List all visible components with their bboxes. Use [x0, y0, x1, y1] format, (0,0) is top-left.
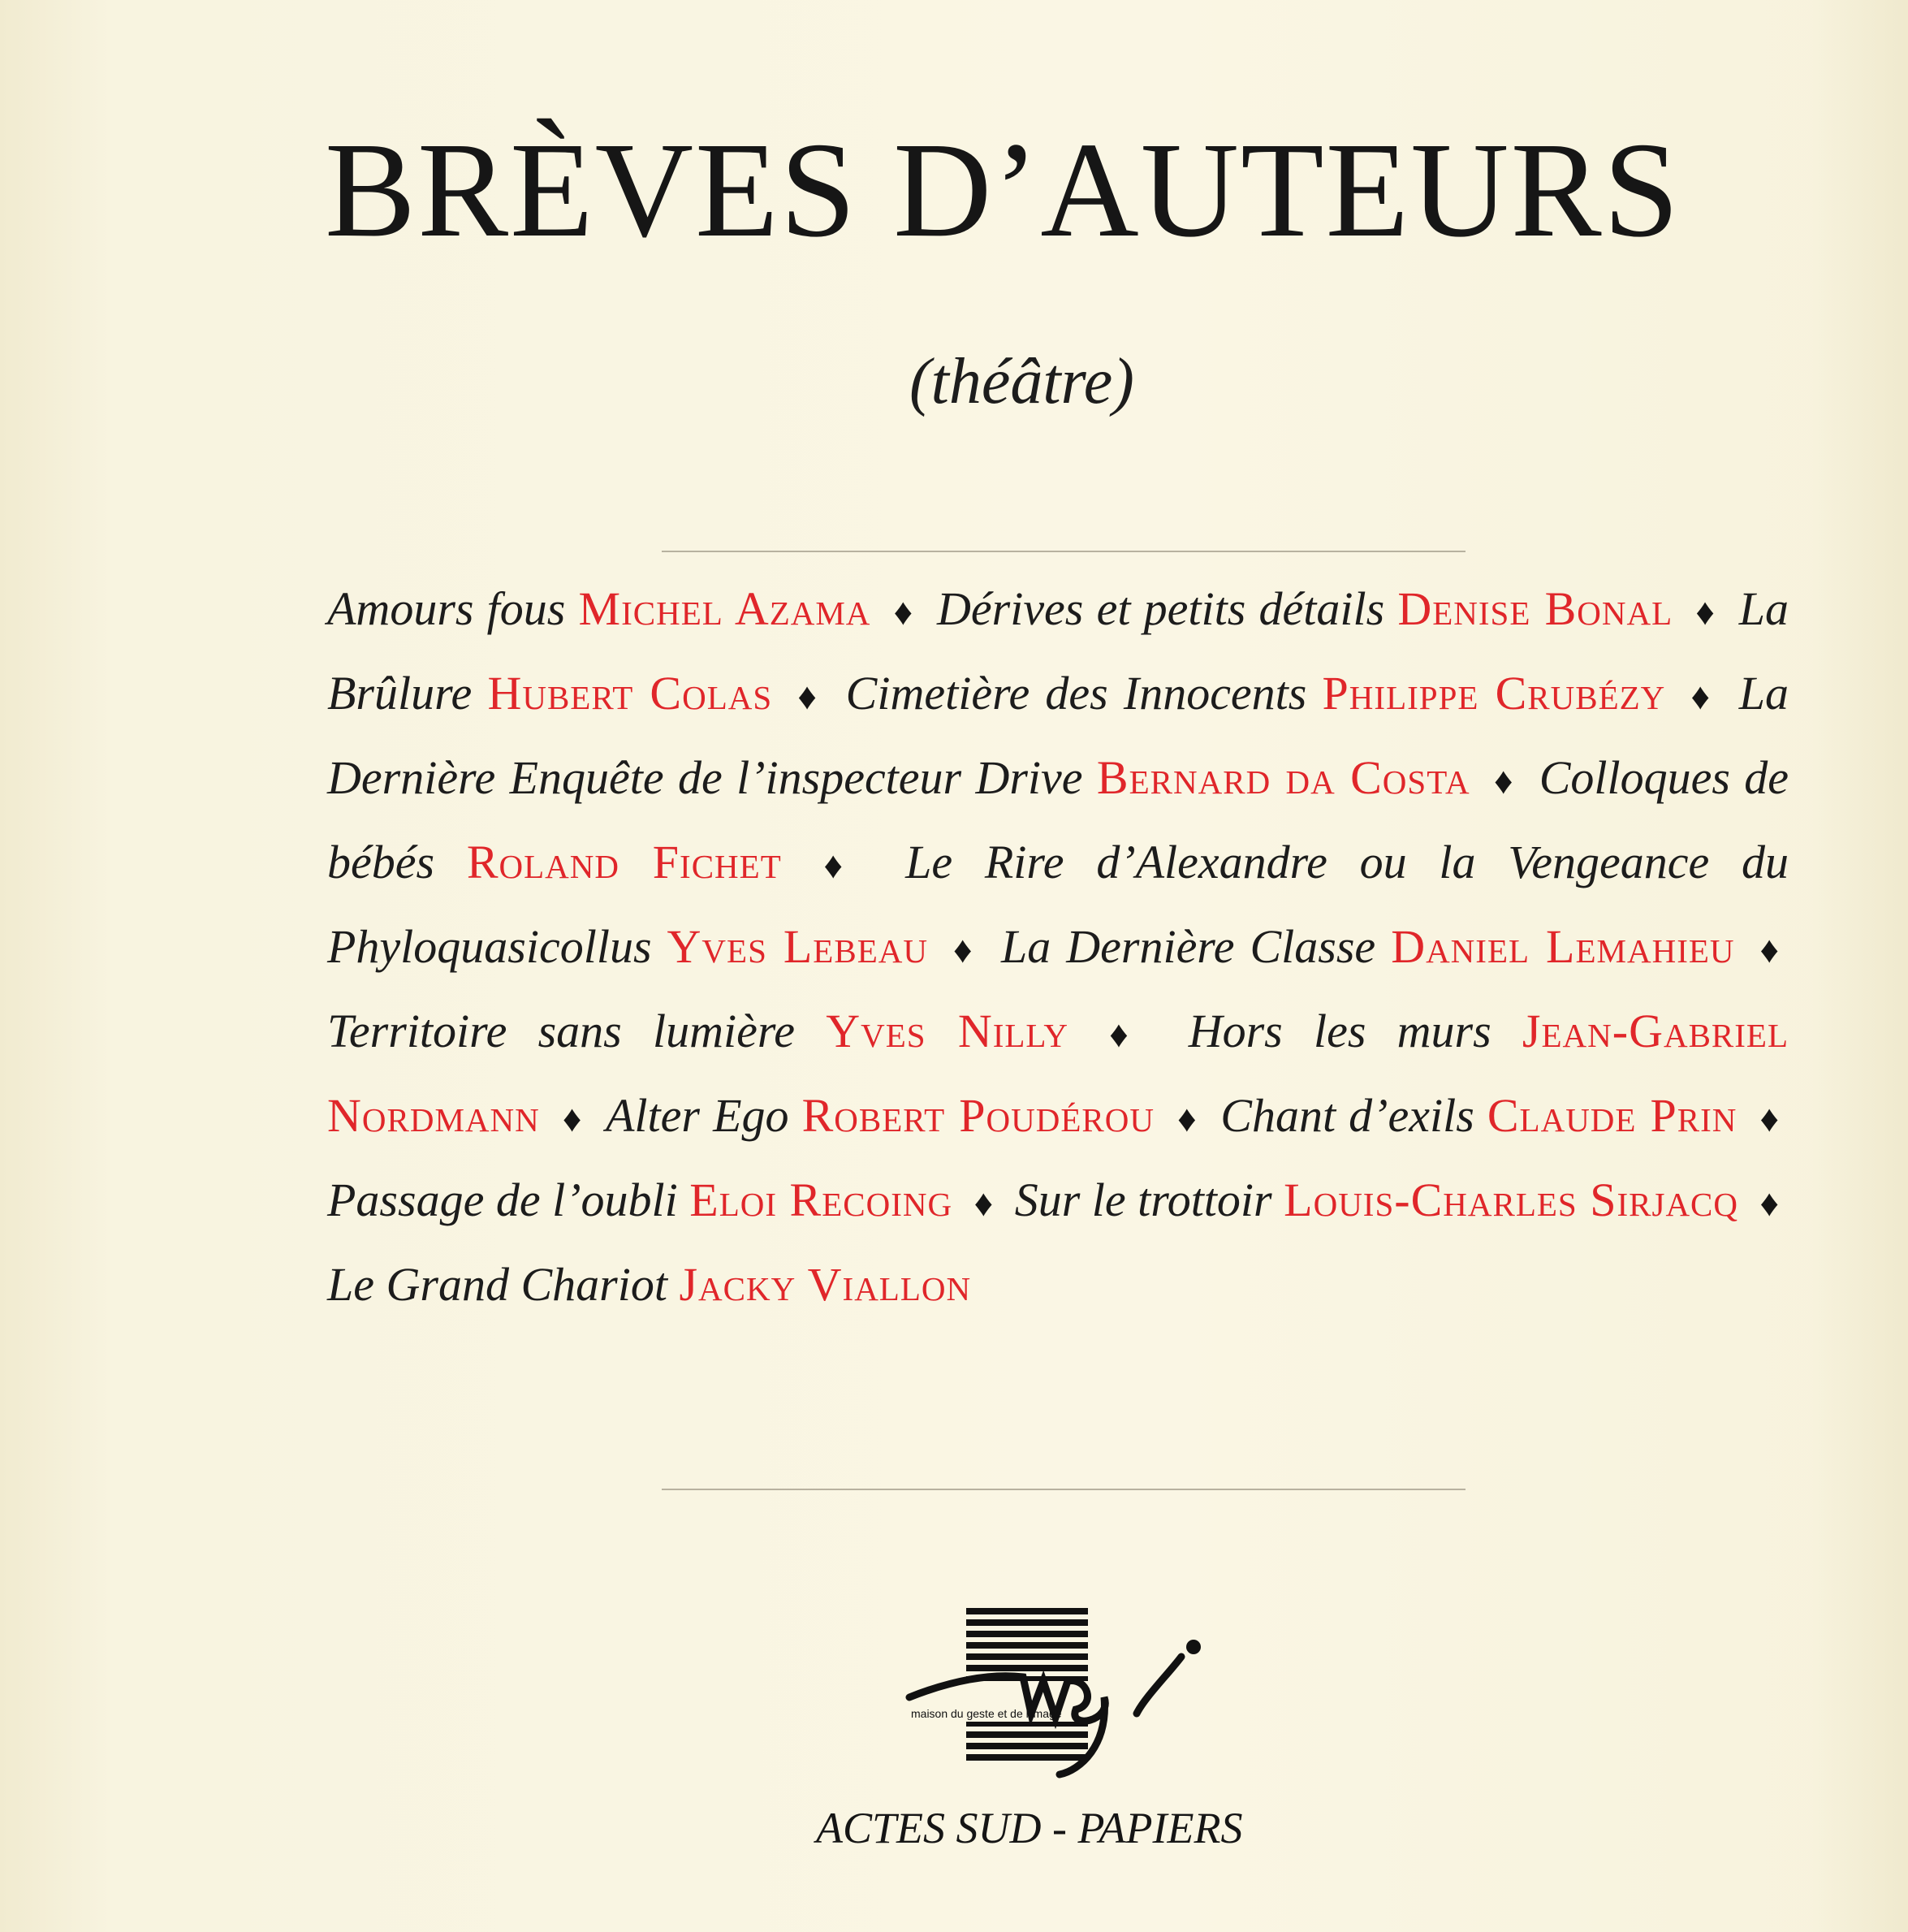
author-name: Bernard da Costa — [1096, 751, 1470, 804]
diamond-separator-icon: ♦ — [1759, 1182, 1780, 1224]
diamond-separator-icon: ♦ — [1695, 591, 1716, 633]
author-name: Louis-Charles Sirjacq — [1284, 1173, 1739, 1226]
play-title: La Dernière Classe — [1000, 920, 1376, 973]
diamond-separator-icon: ♦ — [823, 845, 864, 886]
diamond-separator-icon: ♦ — [562, 1098, 583, 1139]
contents-list — [327, 568, 1789, 1325]
author-name: Eloi Recoing — [689, 1173, 953, 1226]
author-name: Roland Fichet — [466, 836, 782, 888]
play-title: Amours fous — [327, 582, 566, 635]
play-title: Le Grand Chariot — [327, 1258, 667, 1311]
play-title: Le Rire d’Alexandre ou la Vengeance du Phyloquasicollus — [327, 836, 1789, 973]
page-edge-shadow — [1811, 0, 1908, 1932]
author-name: Robert Poudérou — [801, 1089, 1155, 1142]
author-name: Yves Nilly — [826, 1005, 1068, 1057]
book-title: BRÈVES D’AUTEURS — [325, 115, 1681, 266]
diamond-separator-icon: ♦ — [893, 591, 914, 633]
diamond-separator-icon: ♦ — [797, 676, 821, 717]
author-name: Claude Prin — [1487, 1089, 1737, 1142]
author-name: Jean-Gabriel Nordmann — [327, 1005, 1789, 1142]
diamond-separator-icon: ♦ — [1109, 1014, 1148, 1055]
diamond-separator-icon: ♦ — [1759, 929, 1779, 970]
diamond-separator-icon: ♦ — [952, 929, 976, 970]
play-title: Territoire sans lumière — [327, 1005, 795, 1057]
publisher-logo — [901, 1600, 1242, 1787]
mgi-logo-icon — [901, 1600, 1242, 1787]
author-name: Hubert Colas — [487, 667, 773, 720]
logo-caption: maison du geste et de l'image — [911, 1707, 1062, 1720]
play-title: Chant d’exils — [1220, 1089, 1474, 1142]
author-name: Daniel Lemahieu — [1391, 920, 1735, 973]
author-name: Denise Bonal — [1397, 582, 1673, 635]
author-name: Jacky Viallon — [679, 1258, 972, 1311]
play-title: Cimetière des Innocents — [845, 667, 1307, 720]
bottom-divider — [662, 1489, 1466, 1490]
publisher-name: ACTES SUD - PAPIERS — [816, 1804, 1243, 1852]
play-title: Passage de l’oubli — [327, 1173, 678, 1226]
play-title: Colloques de bébés — [327, 751, 1789, 888]
top-divider — [662, 551, 1466, 552]
diamond-separator-icon: ♦ — [1690, 676, 1714, 717]
play-title: Dérives et petits détails — [937, 582, 1385, 635]
play-title: La Dernière Enquête de l’inspecteur Drive — [327, 667, 1789, 804]
author-name: Yves Lebeau — [667, 920, 928, 973]
diamond-separator-icon: ♦ — [1493, 760, 1516, 802]
play-title: Hors les murs — [1188, 1005, 1491, 1057]
diamond-separator-icon: ♦ — [1177, 1098, 1198, 1139]
book-subtitle: (théâtre) — [909, 346, 1134, 417]
author-name: Philippe Crubézy — [1322, 667, 1666, 720]
author-name: Michel Azama — [578, 582, 871, 635]
play-title: Alter Ego — [606, 1089, 789, 1142]
play-title: La Brûlure — [327, 582, 1789, 720]
play-title: Sur le trottoir — [1014, 1173, 1272, 1226]
diamond-separator-icon: ♦ — [1759, 1098, 1779, 1139]
diamond-separator-icon: ♦ — [973, 1182, 994, 1224]
